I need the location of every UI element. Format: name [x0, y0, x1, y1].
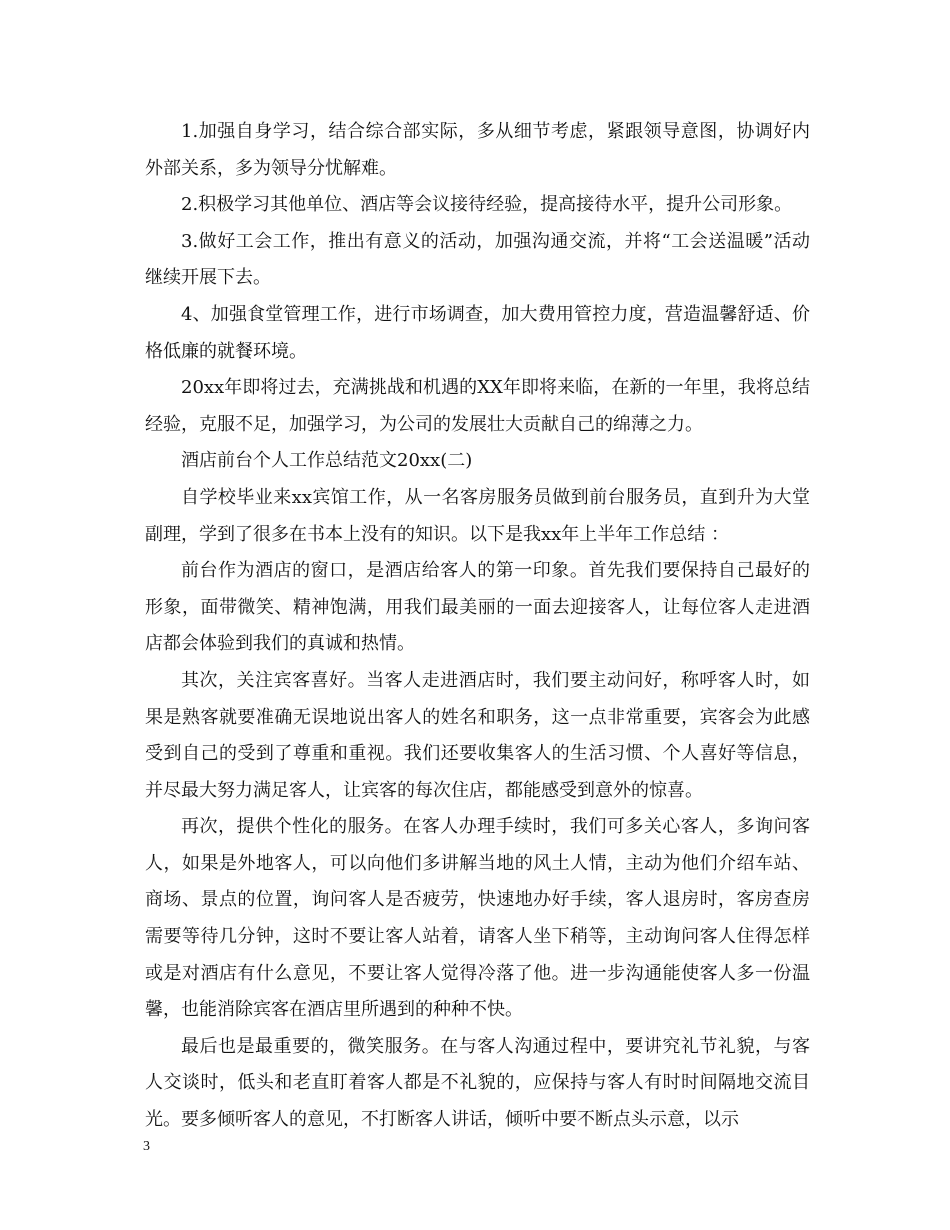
- paragraph-11: 最后也是最重要的，微笑服务。在与客人沟通过程中，要讲究礼节礼貌，与客人交谈时，低头和老直盯着客人都是不礼貌的，应保持与客人有时时间隔地交流目光。要多倾听客人的意见，不打断客人讲话，倾听中要不断点头示意，以示: [145, 1035, 810, 1131]
- paragraph-5: 20xx年即将过去，充满挑战和机遇的XX年即将来临，在新的一年里，我将总结经验，克服不足，加强学习，为公司的发展壮大贡献自己的绵薄之力。: [145, 377, 810, 435]
- paragraph-1: 1.加强自身学习，结合综合部实际，多从细节考虑，紧跟领导意图，协调好内外部关系，多为领导分忧解难。: [145, 121, 810, 179]
- document-body: [145, 114, 810, 1139]
- page-number: 3: [143, 1139, 150, 1154]
- paragraph-7: 自学校毕业来xx宾馆工作，从一名客房服务员做到前台服务员，直到升为大堂副理，学到了很多在书本上没有的知识。以下是我xx年上半年工作总结 ：: [145, 486, 810, 545]
- paragraph-9: 其次，关注宾客喜好。当客人走进酒店时，我们要主动问好，称呼客人时，如果是熟客就要准确无误地说出客人的姓名和职务，这一点非常重要，宾客会为此感受到自己的受到了尊重和重视。我们还要收集客人的生活习惯、个人喜好等信息，并尽最大努力满足客人，让宾客的每次住店，都能感受到意外的惊喜。: [145, 669, 810, 801]
- paragraph-4: 4、加强食堂管理工作，进行市场调查，加大费用管控力度，营造温馨舒适、价格低廉的就餐环境。: [145, 303, 810, 362]
- section-heading: 酒店前台个人工作总结范文20xx(二): [181, 450, 473, 472]
- paragraph-3: 3.做好工会工作，推出有意义的活动，加强沟通交流，并将“工会送温暖”活动继续开展下去。: [145, 230, 810, 289]
- paragraph-2: 2.积极学习其他单位、酒店等会议接待经验，提高接待水平，提升公司形象。: [181, 194, 793, 216]
- paragraph-10: 再次，提供个性化的服务。在客人办理手续时，我们可多关心客人，多询问客人，如果是外地客人，可以向他们多讲解当地的风土人情，主动为他们介绍车站、商场、景点的位置，询问客人是否疲劳，快速地办好手续，客人退房时，客房查房需要等待几分钟，这时不要让客人站着，请客人坐下稍等，主动询问客人住得怎样或是对酒店有什么意见，不要让客人觉得冷落了他。进一步沟通能使客人多一份温馨，也能消除宾客在酒店里所遇到的种种不快。: [145, 816, 810, 1021]
- paragraph-8: 前台作为酒店的窗口，是酒店给客人的第一印象。首先我们要保持自己最好的形象，面带微笑、精神饱满，用我们最美丽的一面去迎接客人，让每位客人走进酒店都会体验到我们的真诚和热情。: [145, 560, 810, 655]
